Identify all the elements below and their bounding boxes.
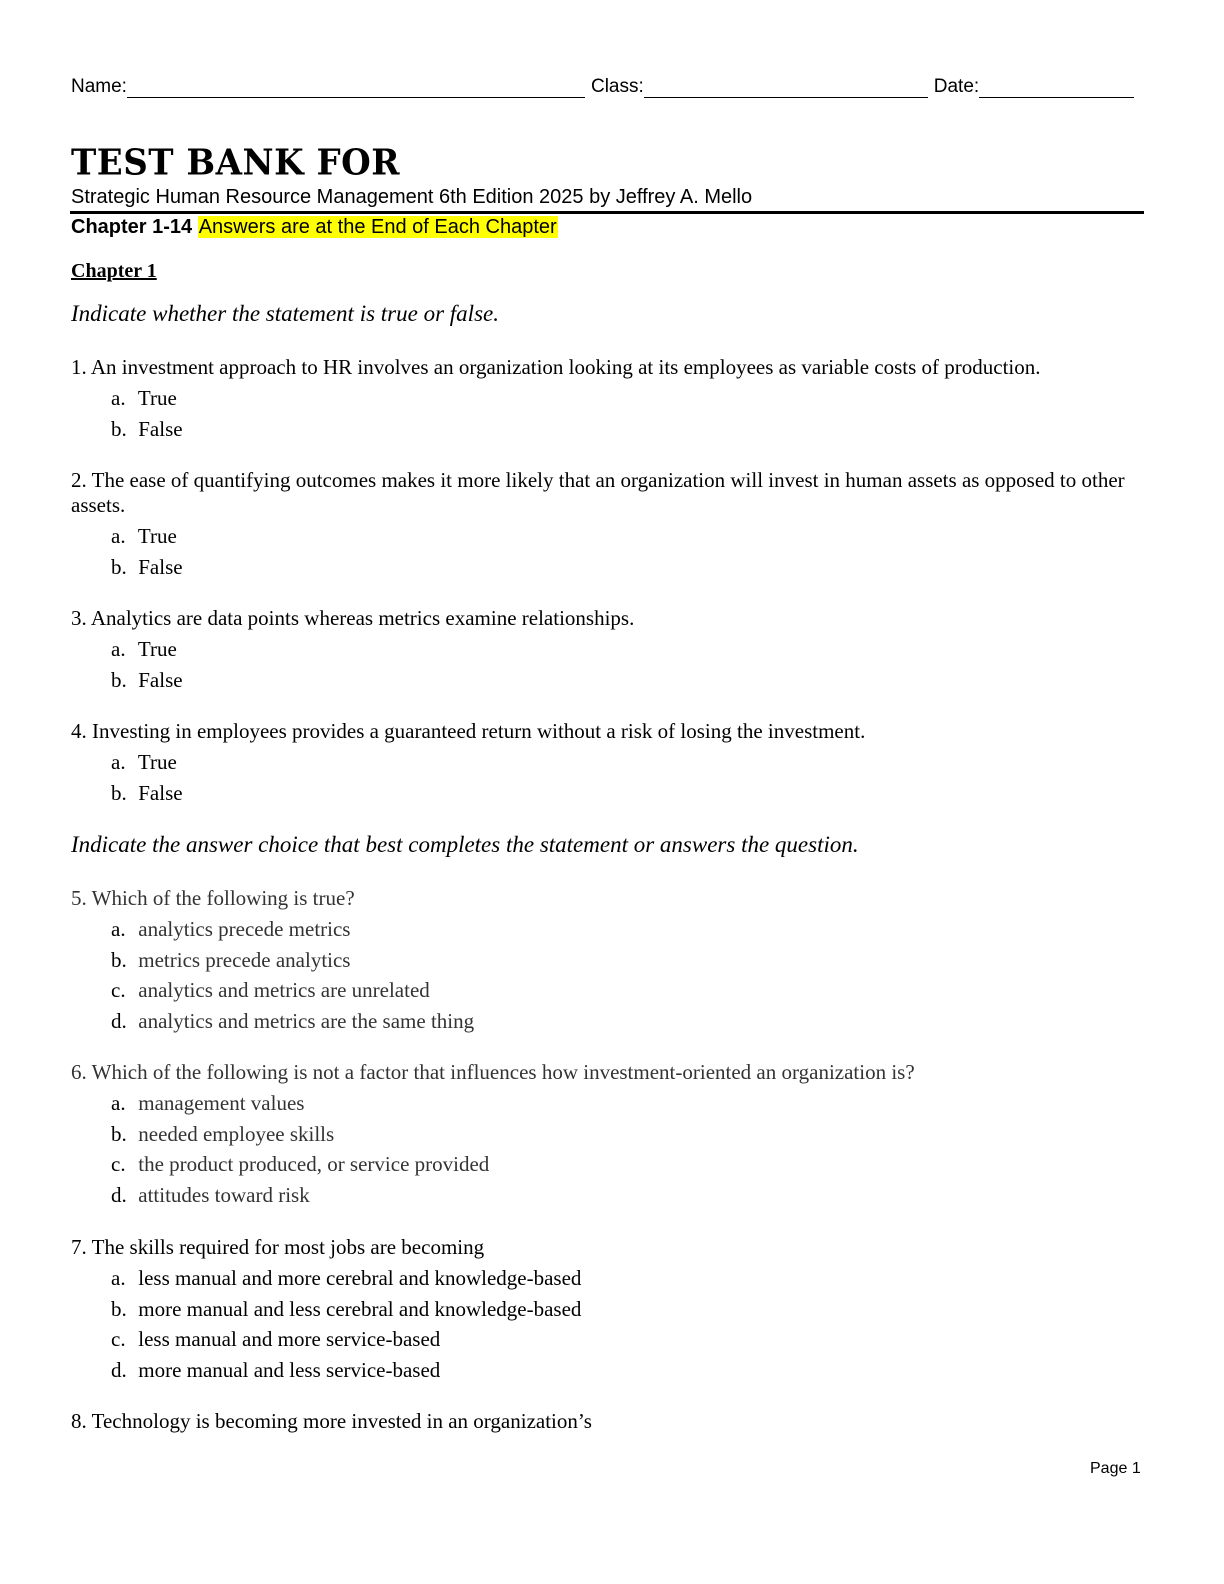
document-subtitle: Strategic Human Resource Management 6th Edition 2025 by Jeffrey A. Mello <box>71 186 753 208</box>
question-4 <box>71 719 1146 808</box>
question-7 <box>71 1235 1146 1385</box>
question-stem: 7. The skills required for most jobs are becoming <box>71 1235 485 1259</box>
question-stem: 5. Which of the following is true? <box>71 886 355 910</box>
question-stem: 4. Investing in employees provides a guaranteed return without a risk of losing the investment. <box>71 719 866 743</box>
answer-option[interactable]: b. metrics precede analytics <box>111 947 351 972</box>
answer-option[interactable]: d. more manual and less service-based <box>111 1357 441 1382</box>
answer-option[interactable]: b. more manual and less cerebral and knowledge-based <box>111 1296 582 1321</box>
answer-option[interactable]: c. the product produced, or service provided <box>111 1152 490 1176</box>
answer-option[interactable]: a. True <box>111 386 177 410</box>
question-1 <box>71 355 1146 444</box>
question-stem: 6. Which of the following is not a factor that influences how investment-oriented an organization is? <box>71 1060 915 1084</box>
answer-option[interactable]: c. analytics and metrics are unrelated <box>111 978 430 1002</box>
name-label: Name: <box>71 76 127 97</box>
question-stem: 2. The ease of quantifying outcomes makes it more likely that an organization will invest in human assets as opposed to other assets. <box>71 468 1125 517</box>
answer-option[interactable]: b. needed employee skills <box>111 1121 335 1146</box>
question-stem: 1. An investment approach to HR involves an organization looking at its employees as variable costs of production. <box>71 355 1041 379</box>
instructions-true-false: Indicate whether the statement is true or false. <box>71 301 499 326</box>
answer-option[interactable]: b. False <box>111 667 183 692</box>
answer-option[interactable]: b. False <box>111 554 183 579</box>
chapter-range-line <box>71 214 558 240</box>
answer-option[interactable]: a. True <box>111 637 177 661</box>
instructions-multiple-choice: Indicate the answer choice that best completes the statement or answers the question. <box>71 832 859 857</box>
chapter-range: Chapter 1-14 <box>71 216 193 238</box>
date-field[interactable] <box>979 77 1134 98</box>
chapter-heading: Chapter 1 <box>71 260 157 282</box>
question-stem: 3. Analytics are data points whereas metrics examine relationships. <box>71 606 635 630</box>
name-field[interactable] <box>127 77 585 98</box>
answer-option[interactable]: a. management values <box>111 1091 305 1115</box>
answer-option[interactable]: a. less manual and more cerebral and knowledge-based <box>111 1266 582 1290</box>
class-label: Class: <box>590 76 644 97</box>
page-number: Page 1 <box>1090 1460 1141 1477</box>
question-2 <box>71 468 1146 582</box>
answer-option[interactable]: c. less manual and more service-based <box>111 1327 441 1351</box>
document-title: TEST BANK FOR <box>71 142 401 185</box>
question-8 <box>71 1409 1146 1434</box>
answer-option[interactable]: b. False <box>111 780 183 805</box>
answer-option[interactable]: b. False <box>111 416 183 441</box>
answer-option[interactable]: a. analytics precede metrics <box>111 917 351 941</box>
question-3 <box>71 606 1146 695</box>
question-stem: 8. Technology is becoming more invested in an organization’s <box>71 1409 592 1433</box>
answer-option[interactable]: d. analytics and metrics are the same thing <box>111 1008 475 1033</box>
date-label: Date: <box>933 76 980 97</box>
header-fields <box>71 70 1143 98</box>
answer-option[interactable]: d. attitudes toward risk <box>111 1182 310 1207</box>
question-5 <box>71 886 1146 1036</box>
answer-option[interactable]: a. True <box>111 524 177 548</box>
question-6 <box>71 1060 1146 1210</box>
answers-note: Answers are at the End of Each Chapter <box>198 216 557 238</box>
class-field[interactable] <box>644 77 928 98</box>
answer-option[interactable]: a. True <box>111 750 177 774</box>
